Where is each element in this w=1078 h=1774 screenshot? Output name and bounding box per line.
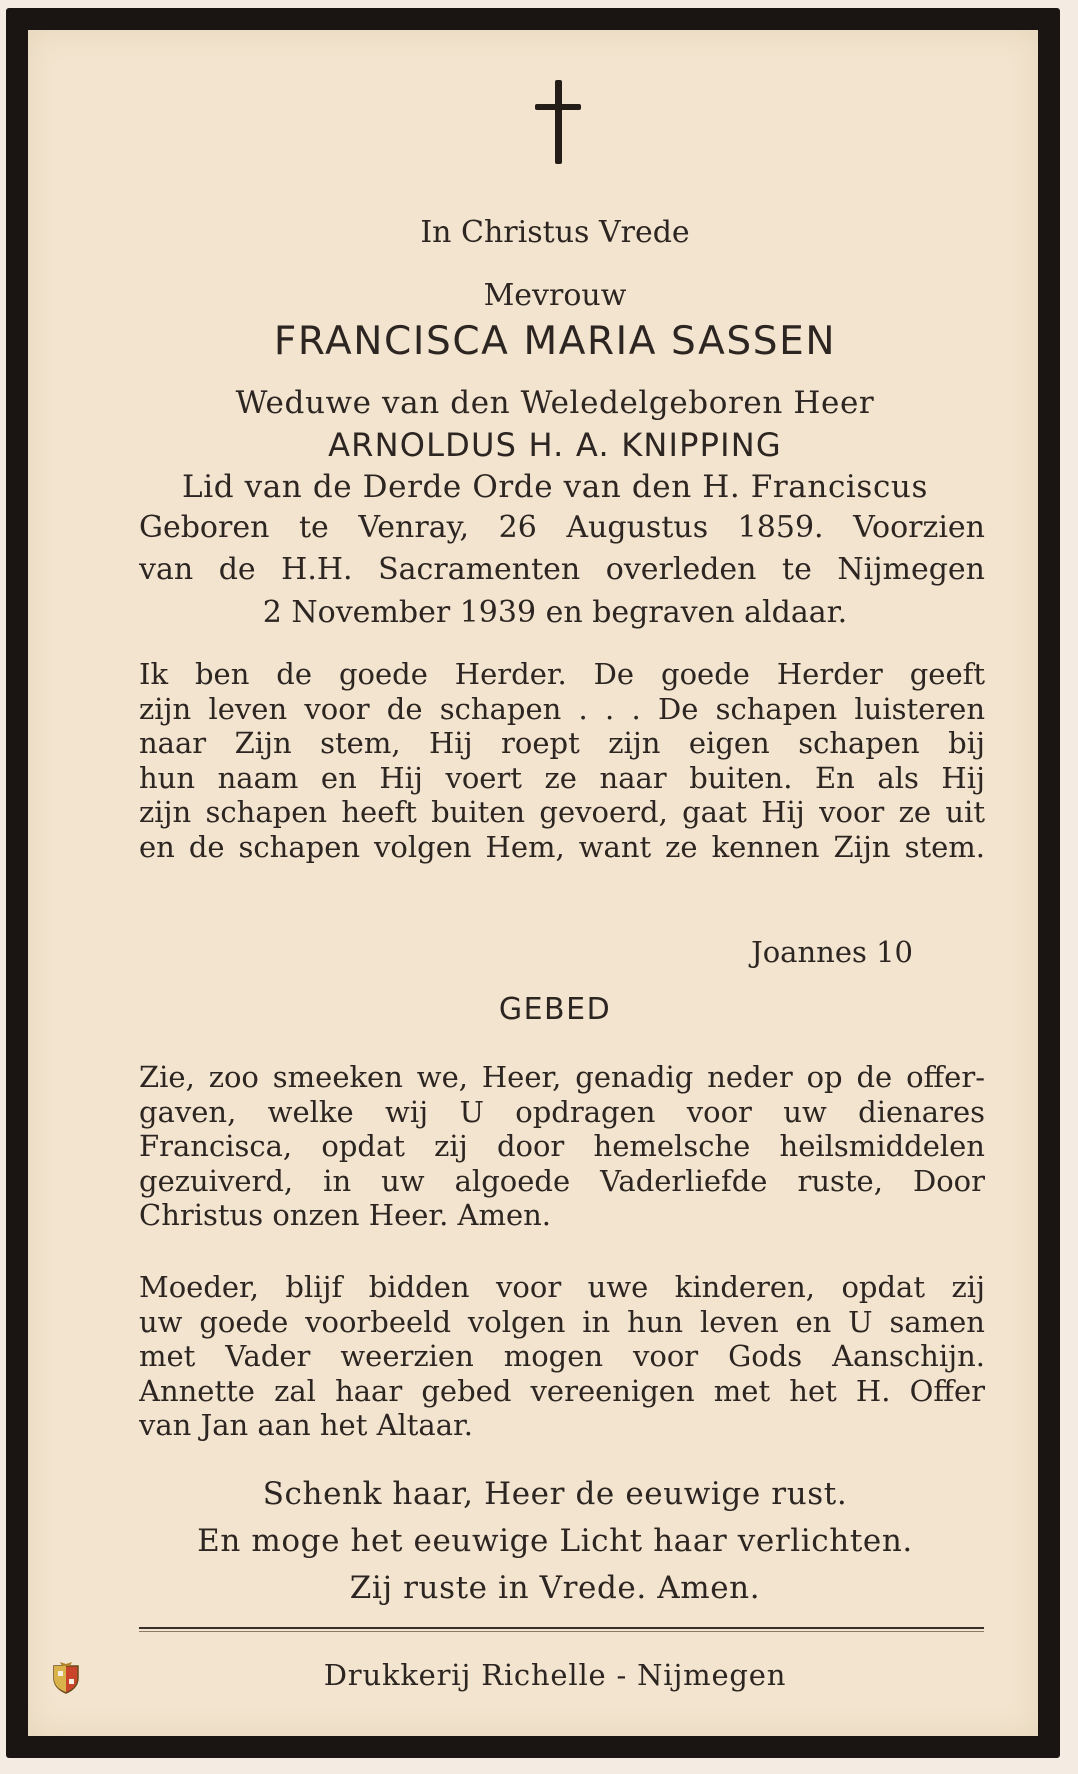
mother-line: Moeder, blijf bidden voor uwe kinderen, opdat zij bbox=[139, 1270, 985, 1304]
scripture-reference: Joannes 10 bbox=[751, 935, 913, 969]
printer-credit: Drukkerij Richelle - Nijmegen bbox=[323, 1658, 787, 1692]
memorial-card bbox=[6, 8, 1060, 1758]
bio-line-centered: 2 November 1939 en begraven aldaar. bbox=[262, 595, 848, 630]
mother-line: uw goede voorbeeld volgen in hun leven en U samen bbox=[139, 1304, 985, 1339]
scripture-line: en de schapen volgen Hem, want ze kennen Zijn stem. bbox=[139, 829, 985, 864]
prayer-line: gezuiverd, in uw algoede Vaderliefde ruste, Door bbox=[139, 1163, 985, 1198]
bio-block bbox=[139, 507, 985, 591]
bio-line: Geboren te Venray, 26 Augustus 1859. Voorzien bbox=[139, 510, 985, 545]
mother-line: Annette zal haar gebed vereenigen met het H. Offer bbox=[139, 1373, 985, 1408]
deceased-name: FRANCISCA MARIA SASSEN bbox=[273, 319, 837, 364]
closing-line: Zij ruste in Vrede. Amen. bbox=[349, 1570, 761, 1606]
scripture-line: zijn leven voor de schapen . . . De schapen luisteren bbox=[139, 691, 985, 726]
closing-line: En moge het eeuwige Licht haar verlichten. bbox=[197, 1523, 913, 1559]
coat-of-arms-icon bbox=[48, 1660, 84, 1696]
mother-line: met Vader weerzien mogen voor Gods Aanschijn. bbox=[139, 1339, 985, 1373]
card-content bbox=[28, 30, 1038, 1736]
mother-line: van Jan aan het Altaar. bbox=[139, 1408, 473, 1442]
scripture-line: Ik ben de goede Herder. De goede Herder geeft bbox=[139, 657, 985, 691]
mother-block bbox=[139, 1270, 985, 1443]
title: Mevrouw bbox=[483, 278, 627, 313]
prayer-line: Christus onzen Heer. Amen. bbox=[139, 1198, 552, 1232]
prayer-line: gaven, welke wij U opdragen voor uw dienares bbox=[139, 1094, 985, 1129]
cross-icon bbox=[535, 80, 581, 164]
closing-line: Schenk haar, Heer de eeuwige rust. bbox=[262, 1476, 848, 1512]
divider bbox=[139, 1627, 984, 1629]
divider-thin bbox=[139, 1631, 984, 1632]
widow-of-line: Weduwe van den Weledelgeboren Heer bbox=[235, 385, 875, 421]
scripture-line: zijn schapen heeft buiten gevoerd, gaat Hij voor ze uit bbox=[139, 795, 985, 829]
prayer-heading: GEBED bbox=[498, 992, 612, 1027]
scripture-line: hun naam en Hij voert ze naar buiten. En als Hij bbox=[139, 760, 985, 795]
spouse-name: ARNOLDUS H. A. KNIPPING bbox=[328, 426, 782, 464]
bio-line: van de H.H. Sacramenten overleden te Nijmegen bbox=[139, 552, 985, 587]
prayer-line: Zie, zoo smeeken we, Heer, genadig neder op de offer- bbox=[139, 1060, 985, 1094]
cross-vertical-bar bbox=[555, 80, 562, 164]
scripture-line: naar Zijn stem, Hij roept zijn eigen schapen bij bbox=[139, 726, 985, 760]
prayer-line: Francisca, opdat zij door hemelsche heilsmiddelen bbox=[139, 1129, 985, 1163]
membership-line: Lid van de Derde Orde van den H. Franciscus bbox=[182, 469, 928, 505]
scripture-block bbox=[139, 657, 985, 864]
greeting: In Christus Vrede bbox=[420, 215, 690, 250]
cross-horizontal-bar bbox=[535, 104, 581, 110]
prayer-block bbox=[139, 1060, 985, 1233]
